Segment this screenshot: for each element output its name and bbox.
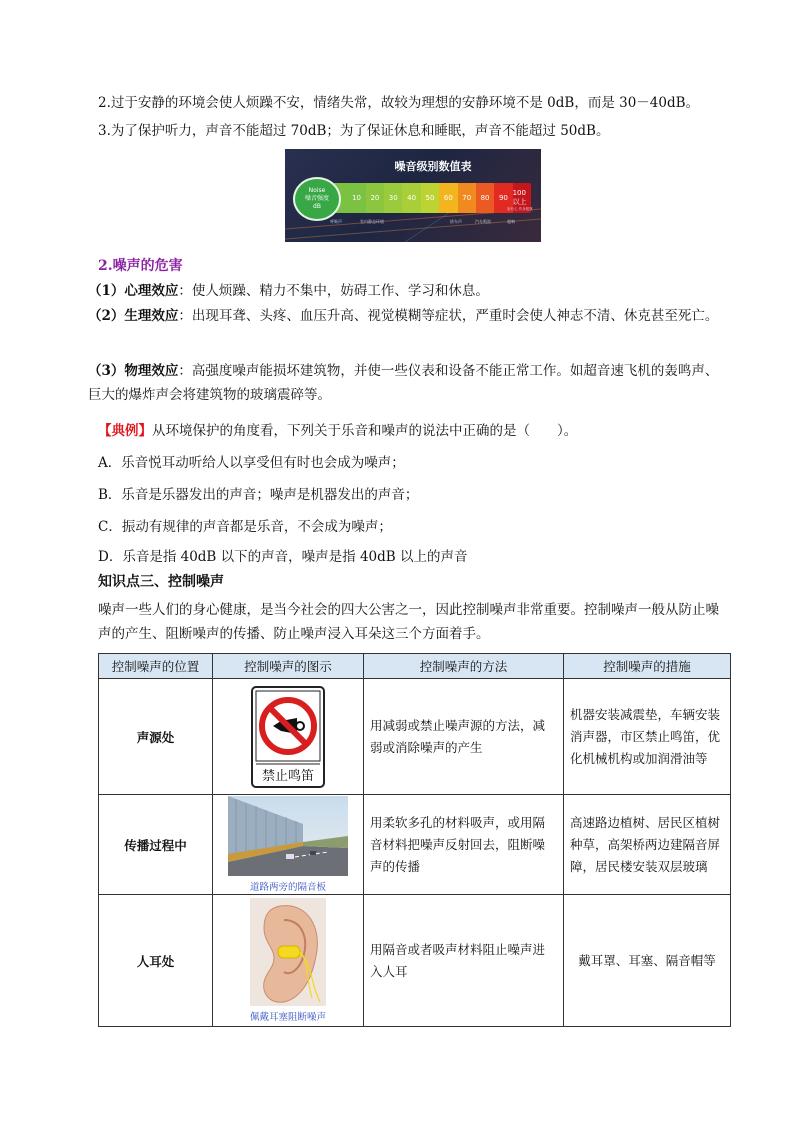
physiological-effect-text: ：出现耳聋、头疼、血压升高、视觉模糊等症状，严重时会使人神志不清、休克甚至死亡。 bbox=[178, 308, 719, 324]
psychological-effect-text: ：使人烦躁、精力不集中，妨碍工作、学习和休息。 bbox=[178, 283, 489, 299]
table-row bbox=[99, 795, 731, 895]
noise-level-chart bbox=[285, 149, 541, 242]
example-question-text: 从环境保护的角度看，下列关于乐音和噪声的说法中正确的是（ ）。 bbox=[152, 423, 578, 439]
earplug-photo bbox=[243, 898, 333, 1023]
option-b: B．乐音是乐器发出的声音；噪声是机器发出的声音； bbox=[98, 487, 419, 503]
option-a: A．乐音悦耳动听给人以享受但有时也会成为噪声； bbox=[98, 455, 405, 471]
noise-caption-3: 轿车声 bbox=[450, 219, 462, 224]
noise-level-cell: 80 bbox=[476, 183, 494, 213]
noise-chart-title: 噪音级别数值表 bbox=[394, 160, 472, 173]
header-measure: 控制噪声的措施 bbox=[564, 654, 731, 679]
psychological-effect bbox=[88, 279, 724, 303]
control-noise-intro: 噪声一些人们的身心健康，是当今社会的四大公害之一，因此控制噪声非常重要。控制噪声一般从防止噪声的产生、阻断噪声的传播、防止噪声浸入耳朵这三个方面着手。 bbox=[98, 602, 719, 642]
physiological-effect-label: （2）生理效应 bbox=[88, 308, 179, 324]
option-c: C．振动有规律的声音都是乐音，不会成为噪声； bbox=[98, 519, 392, 535]
section-heading-control-noise: 知识点三、控制噪声 bbox=[98, 574, 224, 590]
sound-barrier-caption: 道路两旁的隔音板 bbox=[249, 882, 326, 893]
noise-caption-2: 室内静态环境 bbox=[360, 219, 384, 224]
noise-footnote: 如有心 伤身健康 bbox=[507, 207, 533, 211]
row-measure: 高速路边植树、居民区植树种草，高架桥两边建隔音屏障，居民楼安装双层玻璃 bbox=[564, 795, 731, 895]
noise-caption-5: 超响 bbox=[507, 219, 515, 224]
header-position: 控制噪声的位置 bbox=[99, 654, 213, 679]
noise-level-cell: 90 bbox=[494, 183, 512, 213]
table-header-row bbox=[99, 654, 731, 679]
row-measure: 戴耳罩、耳塞、隔音帽等 bbox=[564, 895, 731, 1027]
no-horn-sign-label: 禁止鸣笛 bbox=[261, 768, 314, 784]
row-method: 用柔软多孔的材料吸声，或用隔音材料把噪声反射回去，阻断噪声的传播 bbox=[364, 795, 564, 895]
text-line-quiet-env: 2.过于安静的环境会使人烦躁不安，情绪失常，故较为理想的安静环境不是 0dB，而是 30－40dB。 bbox=[98, 95, 700, 111]
row-measure: 机器安装减震垫，车辆安装消声器，市区禁止鸣笛，优化机械机构或加润滑油等 bbox=[564, 679, 731, 795]
text-line-hearing-limit: 3.为了保护听力，声音不能超过 70dB；为了保证休息和睡眠，声音不能超过 50dB。 bbox=[98, 123, 610, 139]
row-illustration bbox=[213, 795, 364, 895]
header-method: 控制噪声的方法 bbox=[364, 654, 564, 679]
noise-level-cell: 20 bbox=[366, 183, 384, 213]
noise-level-cell: 30 bbox=[384, 183, 402, 213]
noise-level-cell: 100以上 bbox=[513, 183, 531, 213]
noise-caption-1: 呼吸声 bbox=[330, 219, 342, 224]
row-method: 用隔音或者吸声材料阻止噪声进入人耳 bbox=[364, 895, 564, 1027]
physical-effect bbox=[88, 359, 724, 407]
physical-effect-text: ：高强度噪声能损坏建筑物，并使一些仪表和设备不能正常工作。如超音速飞机的轰鸣声、巨大的爆炸声会将建筑物的玻璃震碎等。 bbox=[88, 363, 719, 403]
example-tag: 【典例】 bbox=[98, 423, 152, 439]
no-horn-sign bbox=[251, 686, 325, 788]
noise-caption-4: 汽车鸣笛 bbox=[475, 219, 491, 224]
noise-badge-cn: 噪音强度 bbox=[304, 195, 329, 202]
table-row bbox=[99, 895, 731, 1027]
row-method: 用减弱或禁止噪声源的方法，减弱或消除噪声的产生 bbox=[364, 679, 564, 795]
noise-level-cell: 40 bbox=[402, 183, 420, 213]
noise-level-bar bbox=[315, 183, 531, 213]
noise-badge-unit: dB bbox=[313, 203, 321, 210]
row-position: 人耳处 bbox=[99, 895, 213, 1027]
noise-level-cell: 60 bbox=[439, 183, 457, 213]
row-position: 传播过程中 bbox=[99, 795, 213, 895]
physical-effect-label: （3）物理效应 bbox=[88, 363, 179, 379]
table-row bbox=[99, 679, 731, 795]
option-d: D．乐音是指 40dB 以下的声音，噪声是指 40dB 以上的声音 bbox=[98, 549, 468, 565]
noise-level-cell: 10 bbox=[347, 183, 365, 213]
row-position: 声源处 bbox=[99, 679, 213, 795]
noise-badge-en: Noise bbox=[308, 187, 326, 194]
noise-level-cell: 50 bbox=[421, 183, 439, 213]
example-question bbox=[98, 420, 577, 442]
sound-barrier-image bbox=[228, 796, 348, 876]
row-illustration bbox=[213, 895, 364, 1027]
physiological-effect bbox=[88, 304, 724, 328]
row-illustration bbox=[213, 679, 364, 795]
noise-level-cell: 70 bbox=[458, 183, 476, 213]
earplug-caption: 佩戴耳塞阻断噪声 bbox=[249, 1012, 326, 1023]
sound-barrier-photo bbox=[228, 796, 348, 893]
header-illustration: 控制噪声的图示 bbox=[213, 654, 364, 679]
earplug-image bbox=[250, 898, 326, 1006]
noise-control-table bbox=[98, 653, 731, 1027]
section-heading-noise-harm: 2.噪声的危害 bbox=[98, 258, 183, 274]
noise-badge bbox=[293, 177, 341, 221]
psychological-effect-label: （1）心理效应 bbox=[88, 283, 179, 299]
